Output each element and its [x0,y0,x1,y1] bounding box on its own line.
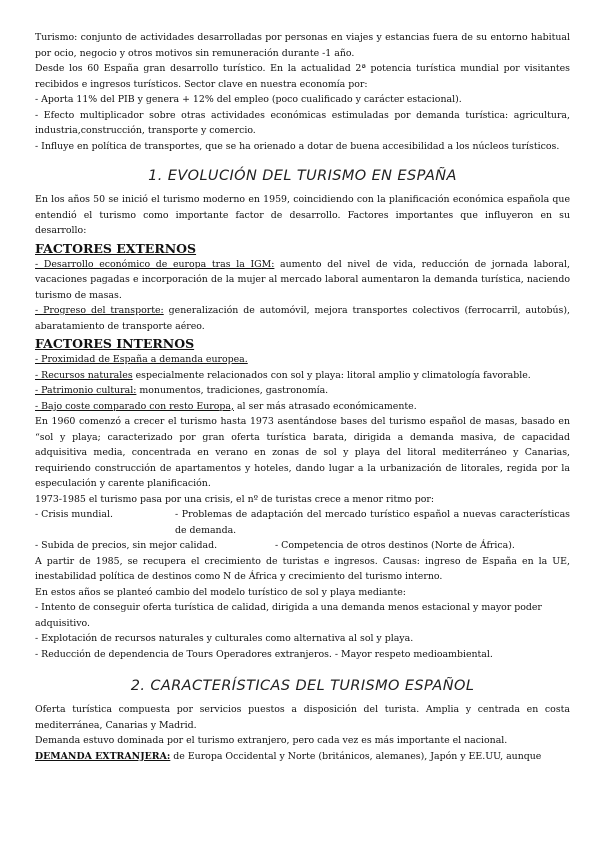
internal-factor [35,399,570,415]
external-factor-text: generalización de automóvil, mejora transportes colectivos (ferrocarril, autobús), abaratamiento de transporte aéreo. [35,305,570,332]
internal-factor-text: especialmente relacionados con sol y playa: litoral amplio y climatología favorable. [132,369,531,381]
internal-factor-label: - Bajo coste comparado con resto Europa, [35,400,234,412]
external-factor [35,303,570,334]
internal-factor-label: - Patrimonio cultural: [35,385,137,396]
internal-factor [35,352,570,368]
paragraph-1985: A partir de 1985, se recupera el crecimiento de turistas e ingresos. Causas: ingreso de España en la UE, inestabilidad política de destinos como N de África y crecimiento del turismo interno. [35,555,570,582]
intro-bullet: - Aporta 11% del PIB y genera + 12% del empleo (poco cualificado y carácter estacional). [35,94,462,105]
internal-factor-label: - Recursos naturales [35,369,133,381]
external-factor [35,257,570,304]
section-1-intro: En los años 50 se inició el turismo moderno en 1959, coincidiendo con la planificación económica española que entendió el turismo como importante factor de desarrollo. Factores importantes que influyeron en su desarrollo: [35,194,570,236]
external-factor-label: - Progreso del transporte: [35,305,164,316]
crisis-row [35,507,570,538]
model-change-item: - Reducción de dependencia de Tours Operadores extranjeros. - Mayor respeto medioambiental. [35,648,493,660]
section-1-title: 1. EVOLUCIÓN DEL TURISMO EN ESPAÑA [148,168,457,184]
paragraph-demanda: Demanda estuvo dominada por el turismo extranjero, pero cada vez es más importante el nacional. [35,735,508,746]
external-factors-heading: FACTORES EXTERNOS [35,240,197,256]
crisis-cause: - Crisis mundial. [35,509,113,520]
crisis-cause: - Subida de precios, sin mejor calidad. [35,540,218,551]
intro-development: Desde los 60 España gran desarrollo turístico. En la actualidad 2ª potencia turística mundial por visitantes recibidos e ingresos turísticos. Sector clave en nuestra economía por: [35,63,570,90]
external-factor-text: aumento del nivel de vida, reducción de jornada laboral, vacaciones pagadas e incorporación de la mujer al mercado laboral aumentaron la demanda turística, naciendo turismo de masas. [35,258,570,301]
crisis-cause: - Competencia de otros destinos (Norte de África). [275,540,515,551]
paragraph-model-change: En estos años se planteó cambio del modelo turístico de sol y playa mediante: [35,586,406,598]
intro-bullet: - Influye en política de transportes, que se ha orienado a dotar de buena accesibilidad a los núcleos turísticos. [35,140,560,152]
paragraph-1973: 1973-1985 el turismo pasa por una crisis, el nº de turistas crece a menor ritmo por: [35,493,435,505]
demanda-extranjera-text: de Europa Occidental y Norte (británicos, alemanes), Japón y EE.UU, aunque [170,750,542,762]
paragraph-demanda-extranjera [35,749,570,765]
paragraph-1960: En 1960 comenzó a crecer el turismo hasta 1973 asentándose bases del turismo español de masas, basado en “sol y playa; caracterizado por gran oferta turística barata, dirigida a demanda masiva, de capacidad adquisitiva media, concentrada en verano en zonas de sol y playa del litoral mediterráneo y Canarias, requiriendo construcción de apartamentos y hoteles, dando lugar a la urbanización de litorales, regida por la especulación y carente planificación. [35,416,570,489]
internal-factor-text: monumentos, tradiciones, gastronomía. [136,385,329,396]
intro-bullet: - Efecto multiplicador sobre otras actividades económicas estimuladas por demanda turística: agricultura, industria,construcción, transporte y comercio. [35,109,570,136]
internal-factor [35,368,570,384]
crisis-cause: - Problemas de adaptación del mercado turístico español a nuevas características de demanda. [175,509,570,536]
internal-factors-heading: FACTORES INTERNOS [35,336,195,351]
external-factor-label: - Desarrollo económico de europa tras la IGM: [35,258,275,270]
model-change-item: - Explotación de recursos naturales y culturales como alternativa al sol y playa. [35,633,414,644]
crisis-row [35,538,570,554]
intro-definition: Turismo: conjunto de actividades desarrolladas por personas en viajes y estancias fuera de su entorno habitual por ocio, negocio y otros motivos sin remuneración durante -1 año. [35,32,570,59]
internal-factor-text: al ser más atrasado económicamente. [233,400,417,412]
internal-factor [35,383,570,399]
section-2-title: 2. CARACTERÍSTICAS DEL TURISMO ESPAÑOL [130,678,475,694]
internal-factor-label: - Proximidad de España a demanda europea. [35,354,248,365]
paragraph-oferta: Oferta turística compuesta por servicios puestos a disposición del turista. Amplia y centrada en costa mediterránea, Canarias y Madrid. [35,704,570,731]
model-change-item: - Intento de conseguir oferta turística de calidad, dirigida a una demanda menos estacional y mayor poder adquisitivo. [35,602,542,629]
demanda-extranjera-label: DEMANDA EXTRANJERA: [35,750,171,762]
